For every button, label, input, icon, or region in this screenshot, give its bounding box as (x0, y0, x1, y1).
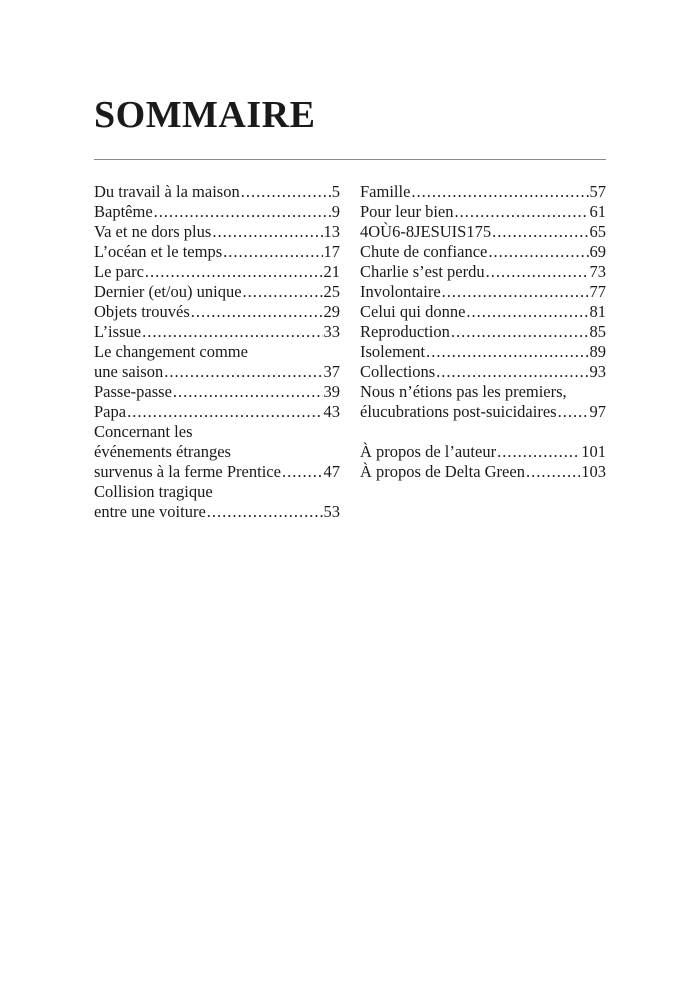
toc-entry (94, 322, 340, 342)
toc-entry-row (94, 242, 340, 262)
toc-entry-page-number: 39 (323, 382, 340, 401)
toc-entry-row (94, 182, 340, 202)
toc-entry-title: Reproduction (360, 322, 450, 341)
toc-entry-page-number: 53 (323, 502, 340, 521)
toc-entry-page-number: 89 (589, 342, 606, 361)
toc-entry-page-number: 101 (581, 442, 606, 461)
toc-entry (94, 342, 340, 382)
toc-entry-title: L’océan et le temps (94, 242, 223, 261)
dot-leader (442, 282, 589, 302)
toc-entry-row (360, 322, 606, 342)
toc-entry-row (360, 222, 606, 242)
toc-entry-row (94, 382, 340, 402)
dot-leader (486, 262, 589, 282)
toc-entry-page-number: 43 (323, 402, 340, 421)
dot-leader (173, 382, 323, 402)
toc-entry-title: Baptême (94, 202, 153, 221)
toc-entry-title-line: Collision tragique (94, 482, 213, 501)
toc-entry (360, 242, 606, 262)
toc-entry-title: Chute de confiance (360, 242, 488, 261)
toc-entry-title: une saison (94, 362, 164, 381)
toc-entry-row (360, 362, 606, 382)
toc-entry-page-number: 37 (323, 362, 340, 381)
toc-entry (360, 222, 606, 242)
toc-entry (94, 382, 340, 402)
toc-entry (360, 342, 606, 362)
toc-entry (360, 302, 606, 322)
toc-entry-page-number: 61 (589, 202, 606, 221)
dot-leader (223, 242, 322, 262)
dot-leader (426, 342, 588, 362)
toc-entry-title: Involontaire (360, 282, 441, 301)
toc-entry-title: Passe-passe (94, 382, 172, 401)
toc-entry (94, 262, 340, 282)
toc-entry-title: survenus à la ferme Prentice (94, 462, 281, 481)
toc-entry-title-line: Le changement comme (94, 342, 248, 361)
dot-leader (127, 402, 322, 422)
dot-leader (411, 182, 588, 202)
toc-entry-title: Famille (360, 182, 411, 201)
dot-leader (191, 302, 323, 322)
toc-entry-title: À propos de Delta Green (360, 462, 525, 481)
title-divider (94, 159, 606, 160)
toc-entry-row (360, 202, 606, 222)
toc-entry-row (360, 442, 606, 462)
dot-leader (526, 462, 580, 482)
toc-entry-title-line: événements étranges (94, 442, 231, 461)
toc-entry-title: Charlie s’est perdu (360, 262, 485, 281)
dot-leader (492, 222, 588, 242)
toc-entry-page-number: 85 (589, 322, 606, 341)
toc-entry-row (360, 302, 606, 322)
toc-entry (360, 362, 606, 382)
dot-leader (466, 302, 588, 322)
toc-column-left (94, 182, 340, 522)
toc-entry-row (94, 302, 340, 322)
toc-entry (360, 182, 606, 202)
toc-entry-title-line: Concernant les (94, 422, 193, 441)
toc-entry-page-number: 9 (331, 202, 340, 221)
toc-entry-row (94, 202, 340, 222)
toc-entry-row (94, 322, 340, 342)
toc-entry-row (360, 242, 606, 262)
toc-entry-page-number: 21 (323, 262, 340, 281)
toc-column-right (360, 182, 606, 482)
toc-entry-row (94, 282, 340, 302)
toc-entry (94, 422, 340, 482)
toc-entry-title: élucubrations post-suicidaires (360, 402, 557, 421)
toc-entry (360, 282, 606, 302)
toc-entry (94, 222, 340, 242)
toc-entry-row (360, 182, 606, 202)
toc-entry-page-number: 33 (323, 322, 340, 341)
toc-entry-page-number: 69 (589, 242, 606, 261)
dot-leader (436, 362, 588, 382)
dot-leader (558, 402, 589, 422)
toc-entry-title: Papa (94, 402, 127, 421)
toc-entry-page-number: 29 (323, 302, 340, 321)
toc-entry-page-number: 17 (323, 242, 340, 261)
toc-entry-row (360, 342, 606, 362)
toc-entry-page-number: 73 (589, 262, 606, 281)
toc-entry (94, 302, 340, 322)
toc-entry-row (94, 402, 340, 422)
toc-entry (360, 262, 606, 282)
page-title: SOMMAIRE (94, 94, 316, 136)
toc-entry (360, 322, 606, 342)
dot-leader (454, 202, 588, 222)
toc-entry-title: À propos de l’auteur (360, 442, 497, 461)
toc-entry-title: Dernier (et/ou) unique (94, 282, 242, 301)
toc-entry-page-number: 47 (323, 462, 340, 481)
toc-entry-page-number: 5 (331, 182, 340, 201)
dot-leader (282, 462, 323, 482)
toc-entry-title-line: Nous n’étions pas les premiers, (360, 382, 567, 401)
toc-entry-row (94, 362, 340, 382)
dot-leader (497, 442, 580, 462)
toc-entry (360, 442, 606, 462)
toc-entry (360, 462, 606, 482)
toc-entry-page-number: 57 (589, 182, 606, 201)
toc-entry (94, 482, 340, 522)
toc-entry (360, 202, 606, 222)
toc-entry-page-number: 93 (589, 362, 606, 381)
toc-entry-title: L’issue (94, 322, 142, 341)
dot-leader (243, 282, 323, 302)
dot-leader (142, 322, 322, 342)
toc-entry (94, 202, 340, 222)
toc-entry-row (360, 462, 606, 482)
dot-leader (154, 202, 331, 222)
toc-entry (94, 282, 340, 302)
toc-entry-title: Pour leur bien (360, 202, 454, 221)
toc-entry-row (360, 402, 606, 422)
dot-leader (207, 502, 323, 522)
dot-leader (241, 182, 331, 202)
toc-entry (94, 242, 340, 262)
toc-entry-page-number: 65 (589, 222, 606, 241)
toc-entry-title: Du travail à la maison (94, 182, 240, 201)
toc-entry-row (94, 262, 340, 282)
toc-entry (94, 182, 340, 202)
dot-leader (164, 362, 322, 382)
toc-entry-title: Le parc (94, 262, 144, 281)
toc-entry-page-number: 103 (581, 462, 606, 481)
dot-leader (145, 262, 323, 282)
toc-entry-title: Va et ne dors plus (94, 222, 212, 241)
toc-entry (94, 402, 340, 422)
toc-entry-page-number: 25 (323, 282, 340, 301)
toc-entry-title: 4OÙ6-8JESUIS175 (360, 222, 492, 241)
dot-leader (488, 242, 588, 262)
toc-entry-page-number: 13 (323, 222, 340, 241)
toc-entry-row (94, 502, 340, 522)
toc-entry-row (360, 282, 606, 302)
toc-entry-title: Isolement (360, 342, 426, 361)
toc-entry-title: entre une voiture (94, 502, 206, 521)
toc-entry-title: Collections (360, 362, 436, 381)
dot-leader (451, 322, 589, 342)
toc-entry-row (360, 262, 606, 282)
toc-entry-page-number: 81 (589, 302, 606, 321)
toc-entry-row (94, 222, 340, 242)
toc-entry-title: Objets trouvés (94, 302, 190, 321)
dot-leader (212, 222, 322, 242)
toc-entry-title: Celui qui donne (360, 302, 466, 321)
toc-entry-page-number: 97 (589, 402, 606, 421)
toc-entry-row (94, 462, 340, 482)
toc-entry-page-number: 77 (589, 282, 606, 301)
toc-entry (360, 382, 606, 422)
